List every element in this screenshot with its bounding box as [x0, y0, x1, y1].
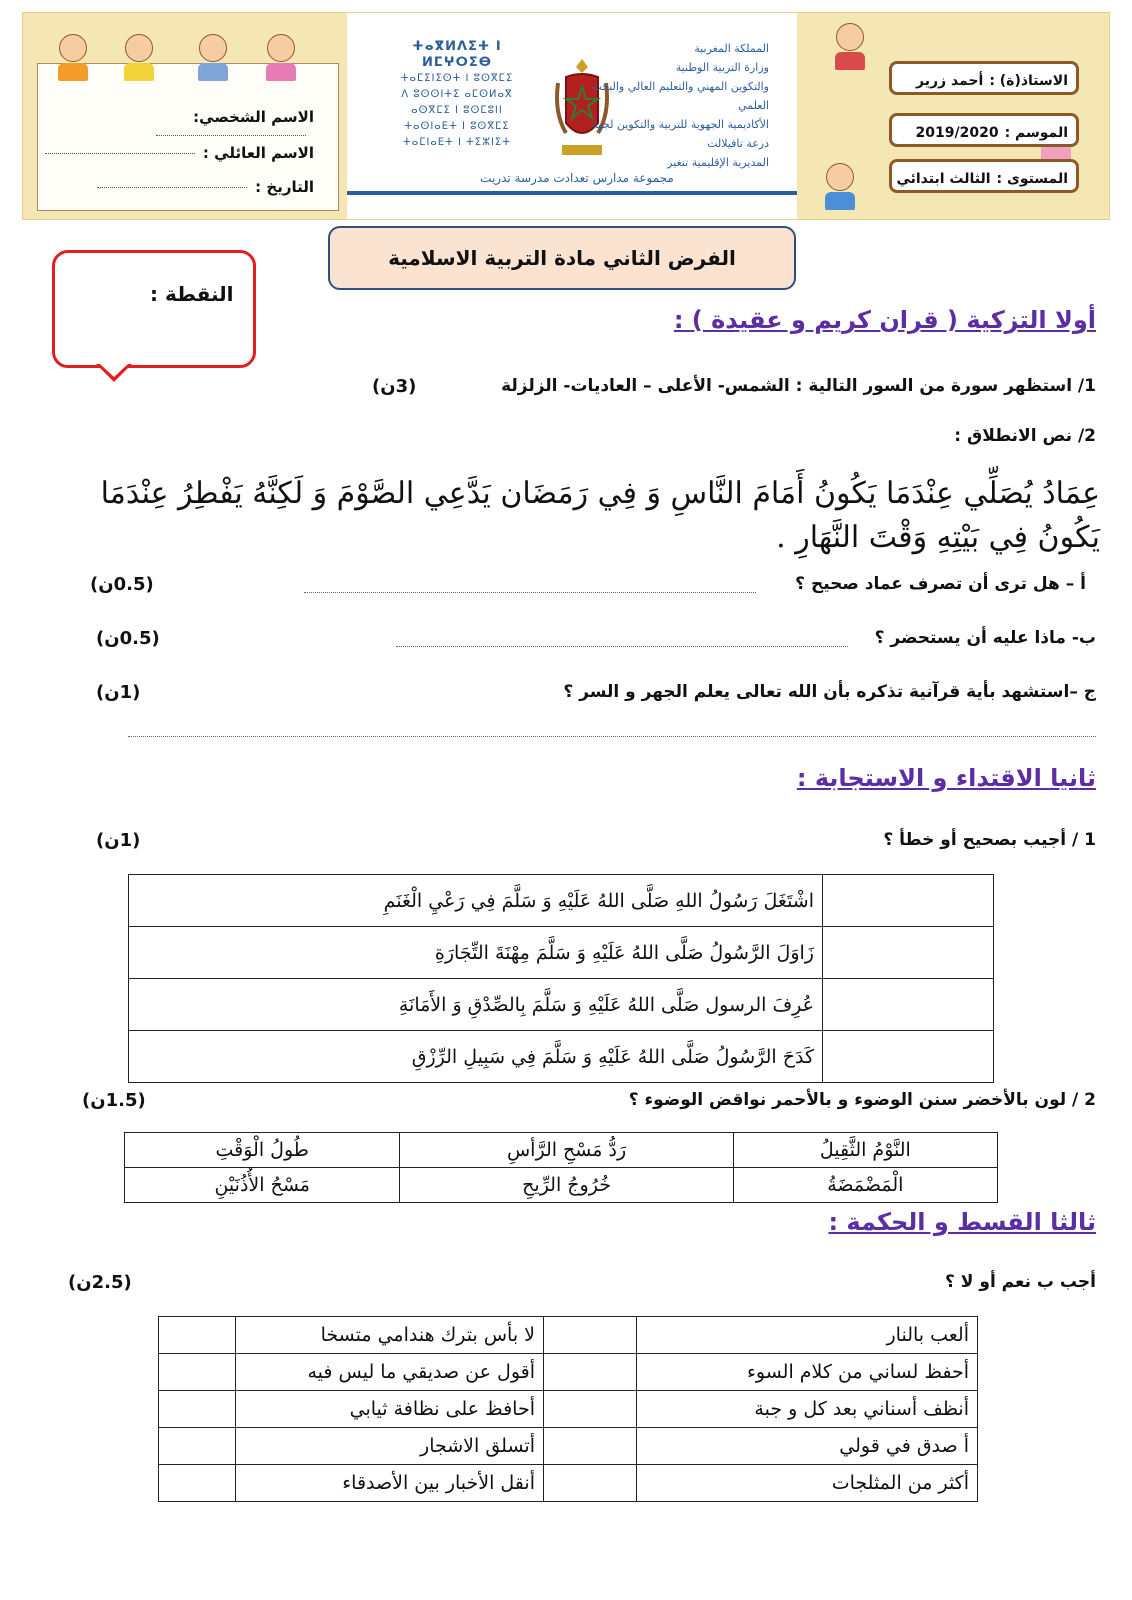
question-score: (0.5ن)	[90, 574, 154, 595]
table-row	[159, 1391, 978, 1428]
statement-cell: أتسلق الاشجار	[236, 1428, 544, 1465]
divider	[347, 191, 797, 195]
statement-cell: لا بأس بترك هندامي متسخا	[236, 1317, 544, 1354]
personal-name-label: الاسم الشخصي:	[193, 108, 314, 126]
question-text: 1/ استظهر سورة من السور التالية : الشمس- الأعلى – العاديات- الزلزلة	[501, 376, 1096, 396]
section-heading: ثالثا القسط و الحكمة :	[828, 1208, 1096, 1236]
yes-no-table	[158, 1316, 978, 1502]
child-illustration	[825, 163, 855, 207]
teacher-box	[889, 61, 1079, 95]
level-label: المستوى :	[996, 171, 1068, 187]
personal-name-field[interactable]	[38, 108, 314, 144]
level-box	[889, 159, 1079, 193]
answer-cell[interactable]	[823, 1031, 994, 1083]
date-label: التاريخ :	[255, 178, 314, 196]
child-illustration	[266, 34, 296, 78]
statement-cell: أكثر من المثلجات	[637, 1465, 978, 1502]
table-row	[129, 875, 994, 927]
ministry-arabic-text: المملكة المغربية وزارة التربية الوطنية والتكوين المهني والتعليم العالي والبحث العلمي الأكاديمية الجهوية للتربية والتكوين لجهة درعة تافيلالت المديرية الإقليمية تنغير	[591, 42, 769, 169]
question-score: (1ن)	[96, 830, 141, 851]
header-banner	[22, 12, 1110, 220]
statement-cell: أحافظ على نظافة ثيابي	[236, 1391, 544, 1428]
answer-cell[interactable]	[823, 927, 994, 979]
wudu-item-cell[interactable]: الْمَضْمَضَةُ	[733, 1168, 997, 1203]
question-score: (1ن)	[96, 682, 141, 703]
question-score: (0.5ن)	[96, 628, 160, 649]
question-text: 2/ نص الانطلاق :	[954, 426, 1096, 446]
answer-cell[interactable]	[823, 875, 994, 927]
teacher-name: أحمد زرير	[915, 73, 984, 89]
answer-cell[interactable]	[823, 979, 994, 1031]
question-score: (3ن)	[372, 376, 417, 397]
answer-cell[interactable]	[159, 1465, 236, 1502]
table-row	[159, 1465, 978, 1502]
level-value: الثالث ابتدائي	[896, 171, 991, 187]
table-row	[125, 1133, 998, 1168]
question-score: (2.5ن)	[68, 1272, 132, 1293]
family-name-label: الاسم العائلي :	[202, 144, 314, 162]
child-illustration	[124, 34, 154, 78]
child-illustration	[198, 34, 228, 78]
question-score: (1.5ن)	[82, 1090, 146, 1111]
table-row	[159, 1428, 978, 1465]
season-label: الموسم :	[1004, 125, 1068, 141]
question-text: أجب ب نعم أو لا ؟	[945, 1272, 1096, 1292]
school-group-name: مجموعة مدارس تعدادت مدرسة تدريت	[480, 171, 674, 185]
wudu-item-cell[interactable]: رَدُّ مَسْحِ الرَّأسِ	[400, 1133, 733, 1168]
season-value: 2019/2020	[915, 125, 999, 141]
season-box	[889, 113, 1079, 147]
grade-box[interactable]	[52, 250, 256, 368]
table-row	[159, 1354, 978, 1391]
exam-title: الفرض الثاني مادة التربية الاسلامية	[328, 226, 796, 290]
answer-cell[interactable]	[159, 1317, 236, 1354]
section-heading: ثانيا الاقتداء و الاستجابة :	[796, 764, 1096, 792]
grade-label: النقطة :	[150, 282, 234, 306]
statement-cell: زَاوَلَ الرَّسُولُ صَلَّى اللهُ عَلَيْهِ وَ سَلَّمَ مِهْنَةَ التِّجَارَةِ	[129, 927, 823, 979]
table-row	[129, 979, 994, 1031]
answer-line[interactable]	[128, 736, 1096, 737]
answer-cell[interactable]	[159, 1391, 236, 1428]
table-row	[159, 1317, 978, 1354]
statement-cell: ألعب بالنار	[637, 1317, 978, 1354]
starting-text-passage: عِمَادُ يُصَلِّي عِنْدَمَا يَكُونُ أَمَامَ النَّاسِ وَ فِي رَمَضَان يَدَّعِي الصَّوْمَ وَ لَكِنَّهُ يَفْطِرُ عِنْدَمَا يَكُونُ فِي بَيْتِهِ وَقْتَ النَّهَارِ .	[100, 476, 1100, 555]
wudu-coloring-table	[124, 1132, 998, 1203]
child-illustration	[835, 23, 865, 67]
answer-cell[interactable]	[159, 1354, 236, 1391]
wudu-item-cell[interactable]: خُرُوجُ الرِّيحِ	[400, 1168, 733, 1203]
question-text: ب- ماذا عليه أن يستحضر ؟	[874, 628, 1096, 648]
statement-cell: أنقل الأخبار بين الأصدقاء	[236, 1465, 544, 1502]
student-info-panel	[37, 63, 339, 211]
question-text: أ – هل ترى أن تصرف عماد صحيح ؟	[795, 574, 1086, 594]
family-name-field[interactable]	[45, 144, 314, 162]
statement-cell: أحفظ لساني من كلام السوء	[637, 1354, 978, 1391]
statement-cell: أنظف أسناني بعد كل و جبة	[637, 1391, 978, 1428]
statement-cell: أ صدق في قولي	[637, 1428, 978, 1465]
ministry-logo-panel	[347, 13, 797, 219]
child-illustration	[58, 34, 88, 78]
statement-cell: اشْتَغَلَ رَسُولُ اللهِ صَلَّى اللهُ عَلَيْهِ وَ سَلَّمَ فِي رَعْيِ الْغَنَمِ	[129, 875, 823, 927]
teacher-info-panel	[805, 13, 1109, 219]
table-row	[129, 1031, 994, 1083]
answer-cell[interactable]	[159, 1428, 236, 1465]
teacher-label: الاستاذ(ة) :	[989, 73, 1068, 89]
tifinagh-text: ⵜⴰⴳⵍⴷⵉⵜ ⵏ ⵍⵎⵖⵔⵉⴱ ⵜⴰⵎⵉⵏⵉⵙⵜ ⵏ ⵓⵙⴳⵎⵉ ⴷ ⵓⵙⵙⵏⵜⵉ ⴰⵎⵙⵍⴰⴳ ⴰⵙⴳⵎⵉ ⵏ ⵓⵙⵎⵓⵏⵏ ⵜⴰⵙⵏⴰⴹⵜ ⵏ ⵓⵙⴳⵎⵉ ⵜⴰⵎⵏⴰⴹⵜ ⵏ ⵜⵉⵣⵏⵉⵜ	[400, 39, 514, 148]
answer-cell[interactable]	[544, 1354, 637, 1391]
answer-cell[interactable]	[544, 1465, 637, 1502]
section-heading: أولا التزكية ( قران كريم و عقيدة ) :	[673, 306, 1096, 334]
true-false-table	[128, 874, 994, 1083]
answer-cell[interactable]	[544, 1391, 637, 1428]
wudu-item-cell[interactable]: طُولُ الْوَقْتِ	[125, 1133, 400, 1168]
question-text: 2 / لون بالأخضر سنن الوضوء و بالأحمر نواقض الوضوء ؟	[628, 1090, 1096, 1110]
table-row	[125, 1168, 998, 1203]
statement-cell: عُرِفَ الرسول صَلَّى اللهُ عَلَيْهِ وَ سَلَّمَ بِالصِّدْقِ وَ الأَمَانَةِ	[129, 979, 823, 1031]
wudu-item-cell[interactable]: مَسْحُ الأُذُنَيْنِ	[125, 1168, 400, 1203]
answer-line[interactable]	[396, 646, 848, 647]
statement-cell: أقول عن صديقي ما ليس فيه	[236, 1354, 544, 1391]
answer-line[interactable]	[304, 592, 756, 593]
wudu-item-cell[interactable]: النَّوْمُ الثَّقِيلُ	[733, 1133, 997, 1168]
question-text: ج –استشهد بأية قرآنية تذكره بأن الله تعالى يعلم الجهر و السر ؟	[563, 682, 1096, 702]
answer-cell[interactable]	[544, 1317, 637, 1354]
question-text: 1 / أجيب بصحيح أو خطأ ؟	[883, 830, 1096, 850]
table-row	[129, 927, 994, 979]
statement-cell: كَدَحَ الرَّسُولُ صَلَّى اللهُ عَلَيْهِ وَ سَلَّمَ فِي سَبِيلِ الرِّزْقِ	[129, 1031, 823, 1083]
answer-cell[interactable]	[544, 1428, 637, 1465]
date-field[interactable]	[97, 178, 314, 196]
